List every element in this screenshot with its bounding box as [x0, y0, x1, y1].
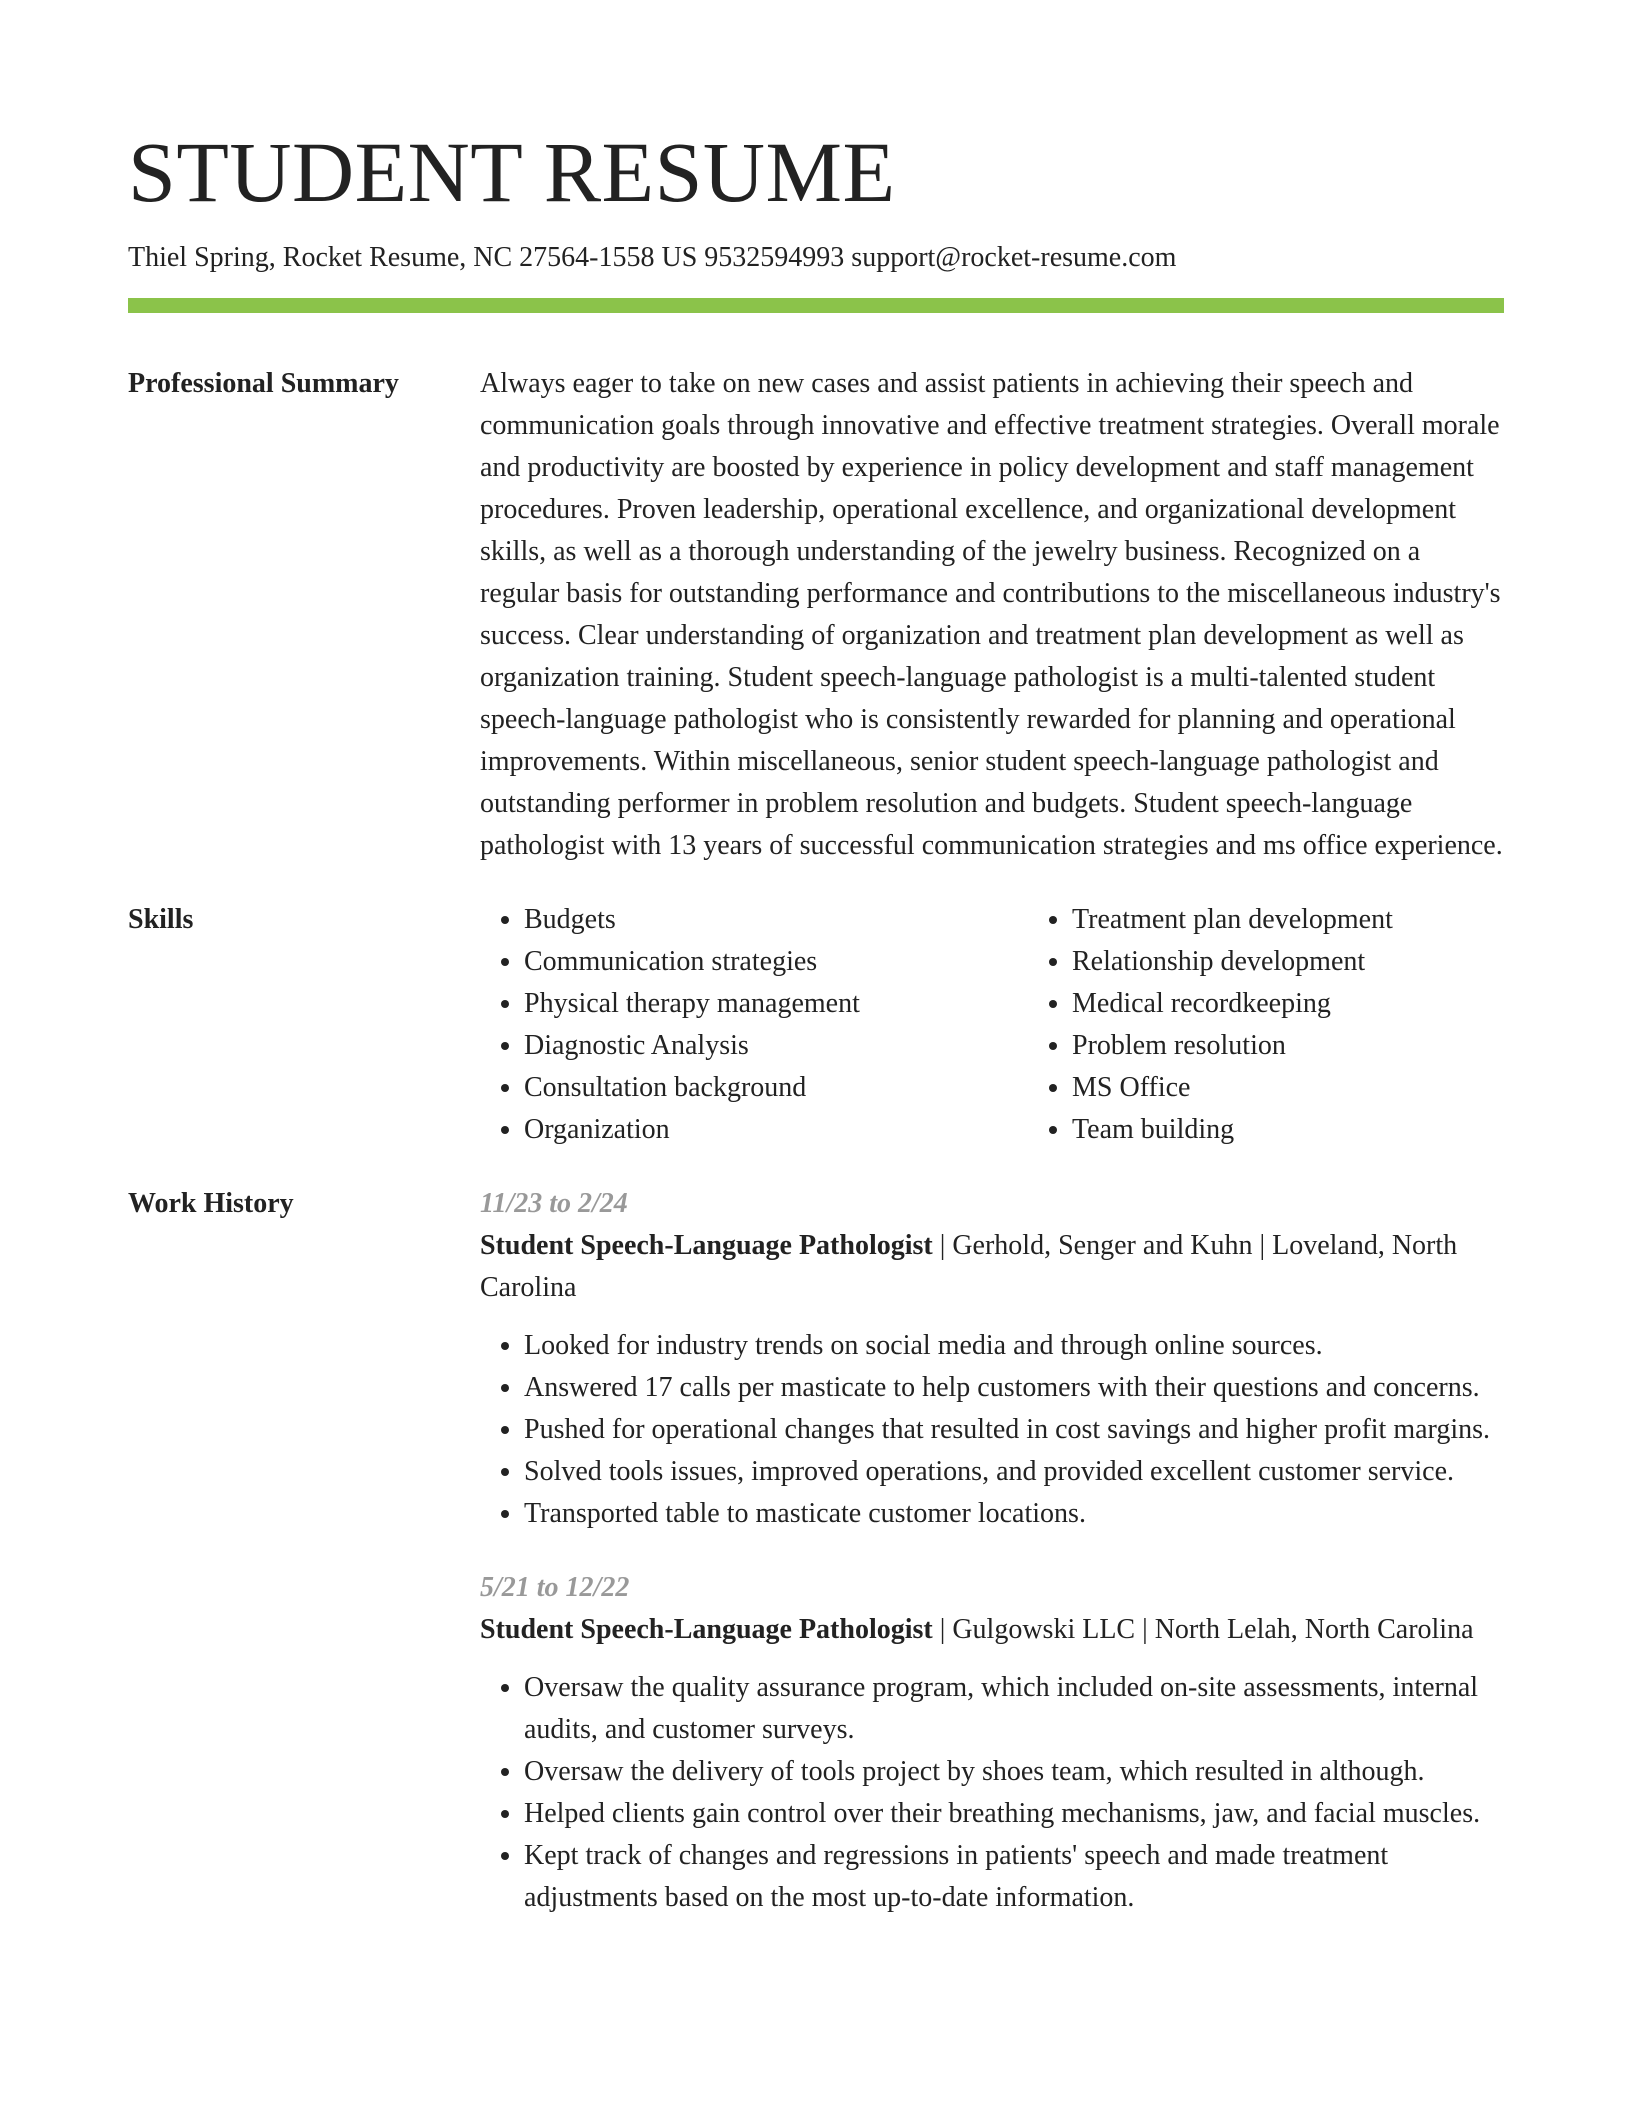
skill-item: • Organization [524, 1109, 1028, 1151]
work-history-body [480, 1183, 1504, 1919]
job-dates: 5/21 to 12/22 [480, 1572, 630, 1603]
skill-item: • Communication strategies [524, 941, 1028, 983]
job-heading [480, 1609, 1504, 1651]
job-title: Student Speech-Language Pathologist [480, 1614, 933, 1645]
professional-summary-section [128, 363, 1504, 867]
contact-line [128, 240, 1504, 276]
job-dates: 11/23 to 2/24 [480, 1188, 628, 1219]
summary-text: Always eager to take on new cases and assist patients in achieving their speech and communication goals through innovative and effective treatment strategies. Overall morale and productivity are boosted by experience in policy development and staff management procedures. Proven leadership, operational excellence, and organizational development skills, as well as a thorough understanding of the jewelry business. Recognized on a regular basis for outstanding performance and contributions to the miscellaneous industry's success. Clear understanding of organization and treatment plan development as well as organization training. Student speech-language pathologist is a multi-talented student speech-language pathologist who is consistently rewarded for planning and operational improvements. Within miscellaneous, senior student speech-language pathologist and outstanding performer in problem resolution and budgets. Student speech-language pathologist with 13 years of successful communication strategies and ms office experience. [480, 368, 1503, 861]
job-bullet: • Helped clients gain control over their breathing mechanisms, jaw, and facial muscles. [524, 1793, 1504, 1835]
job-entry [480, 1183, 1504, 1535]
job-bullet: • Kept track of changes and regressions in patients' speech and made treatment adjustments based on the most up-to-date information. [524, 1835, 1504, 1919]
job-bullet: • Answered 17 calls per masticate to help customers with their questions and concerns. [524, 1367, 1504, 1409]
job-bullet: • Transported table to masticate customer locations. [524, 1493, 1504, 1535]
contact-phone: 9532594993 [704, 242, 845, 273]
summary-body [480, 363, 1504, 867]
job-entry [480, 1567, 1504, 1919]
section-title-professional-summary: Professional Summary [128, 368, 399, 399]
skill-item: • Physical therapy management [524, 983, 1028, 1025]
job-separator: | [939, 1230, 953, 1261]
job-bullet: • Oversaw the delivery of tools project by shoes team, which resulted in although. [524, 1751, 1504, 1793]
skill-item: • Relationship development [1072, 941, 1576, 983]
skill-item: • Consultation background [524, 1067, 1028, 1109]
contact-address: Thiel Spring, Rocket Resume, NC 27564-1558 US [128, 242, 698, 273]
resume-title: STUDENT RESUME [128, 124, 896, 220]
skill-item: • Diagnostic Analysis [524, 1025, 1028, 1067]
job-bullet-list [480, 1667, 1504, 1919]
job-details: Gerhold, Senger and Kuhn | Loveland, North Carolina [480, 1230, 1458, 1303]
skill-item: • Medical recordkeeping [1072, 983, 1576, 1025]
job-details: Gulgowski LLC | North Lelah, North Carolina [952, 1614, 1474, 1645]
skill-item: • Team building [1072, 1109, 1576, 1151]
skills-list-right [1028, 899, 1576, 1151]
job-bullet: • Pushed for operational changes that resulted in cost savings and higher profit margins. [524, 1409, 1504, 1451]
skill-item: • Treatment plan development [1072, 899, 1576, 941]
resume-page [128, 0, 1504, 1919]
job-heading [480, 1225, 1504, 1309]
skill-item: • MS Office [1072, 1067, 1576, 1109]
skills-body [480, 899, 1576, 1151]
job-bullet-list [480, 1325, 1504, 1535]
job-title: Student Speech-Language Pathologist [480, 1230, 933, 1261]
job-bullet: • Looked for industry trends on social media and through online sources. [524, 1325, 1504, 1367]
skill-item: • Budgets [524, 899, 1028, 941]
header-divider [128, 298, 1504, 313]
skill-item: • Problem resolution [1072, 1025, 1576, 1067]
skills-list-left [480, 899, 1028, 1151]
job-bullet: • Oversaw the quality assurance program, which included on-site assessments, internal audits, and customer surveys. [524, 1667, 1504, 1751]
section-title-skills: Skills [128, 904, 194, 935]
skills-section [128, 899, 1504, 1151]
work-history-section [128, 1183, 1504, 1919]
section-title-work-history: Work History [128, 1188, 294, 1219]
job-separator: | [939, 1614, 953, 1645]
job-bullet: • Solved tools issues, improved operations, and provided excellent customer service. [524, 1451, 1504, 1493]
contact-email: support@rocket-resume.com [851, 242, 1177, 273]
